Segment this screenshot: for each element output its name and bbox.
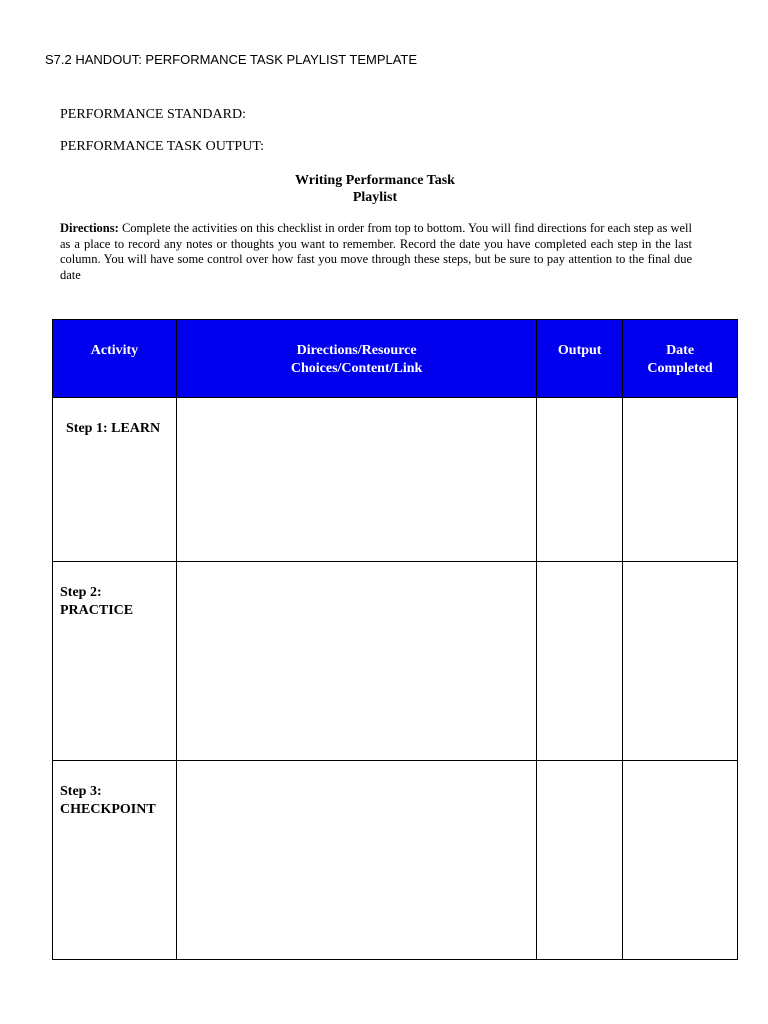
table-row — [53, 761, 738, 960]
task-title-line1: Writing Performance Task — [295, 173, 455, 188]
step-3-directions-cell[interactable] — [176, 761, 536, 960]
header-date-line1: Date — [666, 343, 695, 358]
step-3-activity-cell — [53, 761, 177, 960]
header-output — [537, 320, 623, 398]
directions-paragraph — [60, 221, 692, 283]
header-directions — [176, 320, 536, 398]
table-header-row — [53, 320, 738, 398]
step-1-output-cell[interactable] — [537, 398, 623, 562]
step-1-directions-cell[interactable] — [176, 398, 536, 562]
step-3-label-line1: Step 3: — [60, 784, 102, 799]
table-row — [53, 398, 738, 562]
header-output-label: Output — [557, 343, 602, 358]
step-3-output-cell[interactable] — [537, 761, 623, 960]
step-2-label-line1: Step 2: — [60, 585, 102, 600]
task-title — [0, 172, 750, 206]
step-1-date-cell[interactable] — [623, 398, 738, 562]
step-2-date-cell[interactable] — [623, 562, 738, 761]
step-3-label — [53, 761, 176, 819]
step-2-output-cell[interactable] — [537, 562, 623, 761]
performance-task-output-label: PERFORMANCE TASK OUTPUT: — [60, 139, 265, 154]
playlist-table — [52, 319, 738, 960]
handout-title: S7.2 HANDOUT: PERFORMANCE TASK PLAYLIST TEMPLATE — [45, 52, 418, 67]
table-row — [53, 562, 738, 761]
step-1-activity-cell — [53, 398, 177, 562]
step-3-date-cell[interactable] — [623, 761, 738, 960]
header-directions-line1: Directions/Resource — [296, 343, 417, 358]
header-activity — [53, 320, 177, 398]
header-activity-label: Activity — [90, 343, 139, 358]
directions-lead: Directions: — [60, 221, 119, 235]
performance-standard-label: PERFORMANCE STANDARD: — [60, 107, 246, 122]
step-1-label: Step 1: LEARN — [66, 421, 161, 436]
step-2-activity-cell — [53, 562, 177, 761]
header-date-completed — [623, 320, 738, 398]
step-3-label-line2: CHECKPOINT — [60, 802, 156, 817]
step-2-label-line2: PRACTICE — [60, 603, 134, 618]
task-title-line2: Playlist — [352, 190, 398, 205]
directions-text: Complete the activities on this checklist in order from top to bottom. You will find directions for each step as well as a place to record any notes or thoughts you want to remember. Record the date you have completed each step in the last column. You will have some control over how fast you move through these steps, but be sure to pay attention to the final due date — [60, 221, 692, 282]
step-2-label — [53, 562, 176, 620]
step-2-directions-cell[interactable] — [176, 562, 536, 761]
header-directions-line2: Choices/Content/Link — [290, 361, 423, 376]
header-date-line2: Completed — [647, 361, 713, 376]
